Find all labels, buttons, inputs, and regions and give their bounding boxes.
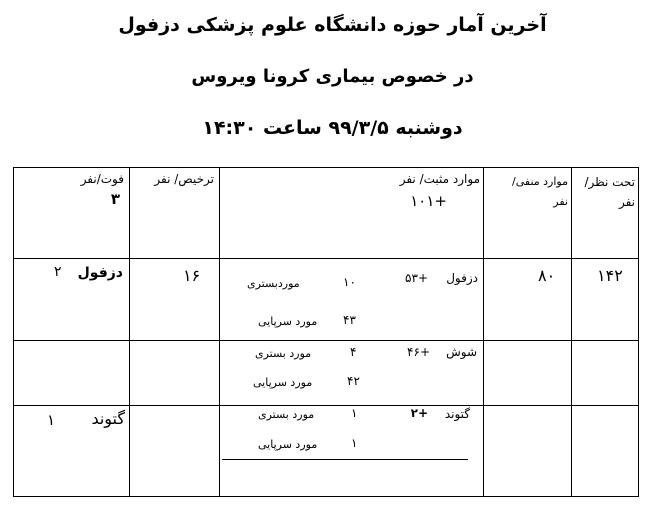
- cell-hospitalized-label: مورد بستری: [258, 408, 315, 421]
- cell-hospitalized-label: مورد بستری: [255, 347, 312, 360]
- cell-city-count: +۴۶: [407, 345, 430, 359]
- cell-city-count: +۲: [410, 406, 428, 420]
- cell-death-city: دزفول: [77, 265, 123, 281]
- header-discharged: ترخیص/ نفر: [154, 172, 214, 186]
- report-subtitle: در خصوص بیماری کرونا ویروس: [191, 66, 474, 87]
- sum-underline: [222, 459, 468, 460]
- cell-hospitalized-num: ۱: [351, 406, 358, 420]
- table-col-divider: [219, 167, 220, 497]
- table-border-right: [638, 167, 639, 497]
- cell-city: دزفول: [446, 271, 478, 285]
- cell-hospitalized-num: ۴: [350, 345, 357, 359]
- cell-under-watch: ۱۴۲: [597, 266, 623, 285]
- table-col-divider: [483, 167, 484, 497]
- table-row-divider: [13, 405, 639, 406]
- table-border-top: [13, 167, 639, 168]
- cell-negative: ۸۰: [538, 266, 556, 285]
- table-border-left: [13, 167, 14, 497]
- header-negative: موارد منفی/ نفر: [512, 175, 568, 208]
- cell-death-num: ۱: [47, 411, 56, 429]
- cell-city-count: +۵۳: [405, 271, 428, 285]
- cell-hospitalized-label: موردبستری: [247, 277, 300, 290]
- cell-death-num: ۲: [54, 264, 62, 280]
- cell-outpatient-num: ۴۲: [347, 374, 360, 388]
- cell-outpatient-label: مورد سرپایی: [258, 315, 318, 328]
- header-under-watch: تحت نظر/ نفر: [584, 175, 635, 209]
- cell-outpatient-label: مورد سرپایی: [253, 376, 313, 389]
- cell-hospitalized-num: ۱۰: [343, 275, 356, 289]
- table-border-bottom: [13, 496, 639, 497]
- cell-outpatient-num: ۴۳: [343, 313, 356, 327]
- header-deaths: فوت/نفر: [80, 172, 124, 186]
- cell-death-city: گتوند: [91, 409, 125, 428]
- table-col-divider: [571, 167, 572, 497]
- cell-discharged: ۱۶: [183, 266, 201, 285]
- report-title: آخرین آمار حوزه دانشگاه علوم پزشکی دزفول: [118, 14, 547, 36]
- cell-outpatient-label: مورد سرپایی: [258, 438, 318, 451]
- cell-outpatient-num: ۱: [351, 436, 358, 450]
- header-deaths-total: ۳: [110, 190, 120, 208]
- header-positive-total: +۱۰۱: [410, 192, 447, 210]
- cell-city: شوش: [446, 345, 477, 359]
- table-col-divider: [129, 167, 130, 497]
- report-date-time: دوشنبه ۹۹/۳/۵ ساعت ۱۴:۳۰: [202, 117, 463, 139]
- cell-city: گتوند: [444, 407, 470, 421]
- table-row-divider: [13, 258, 639, 259]
- table-row-divider: [13, 340, 639, 341]
- header-positive: موارد مثبت/ نفر: [399, 172, 480, 186]
